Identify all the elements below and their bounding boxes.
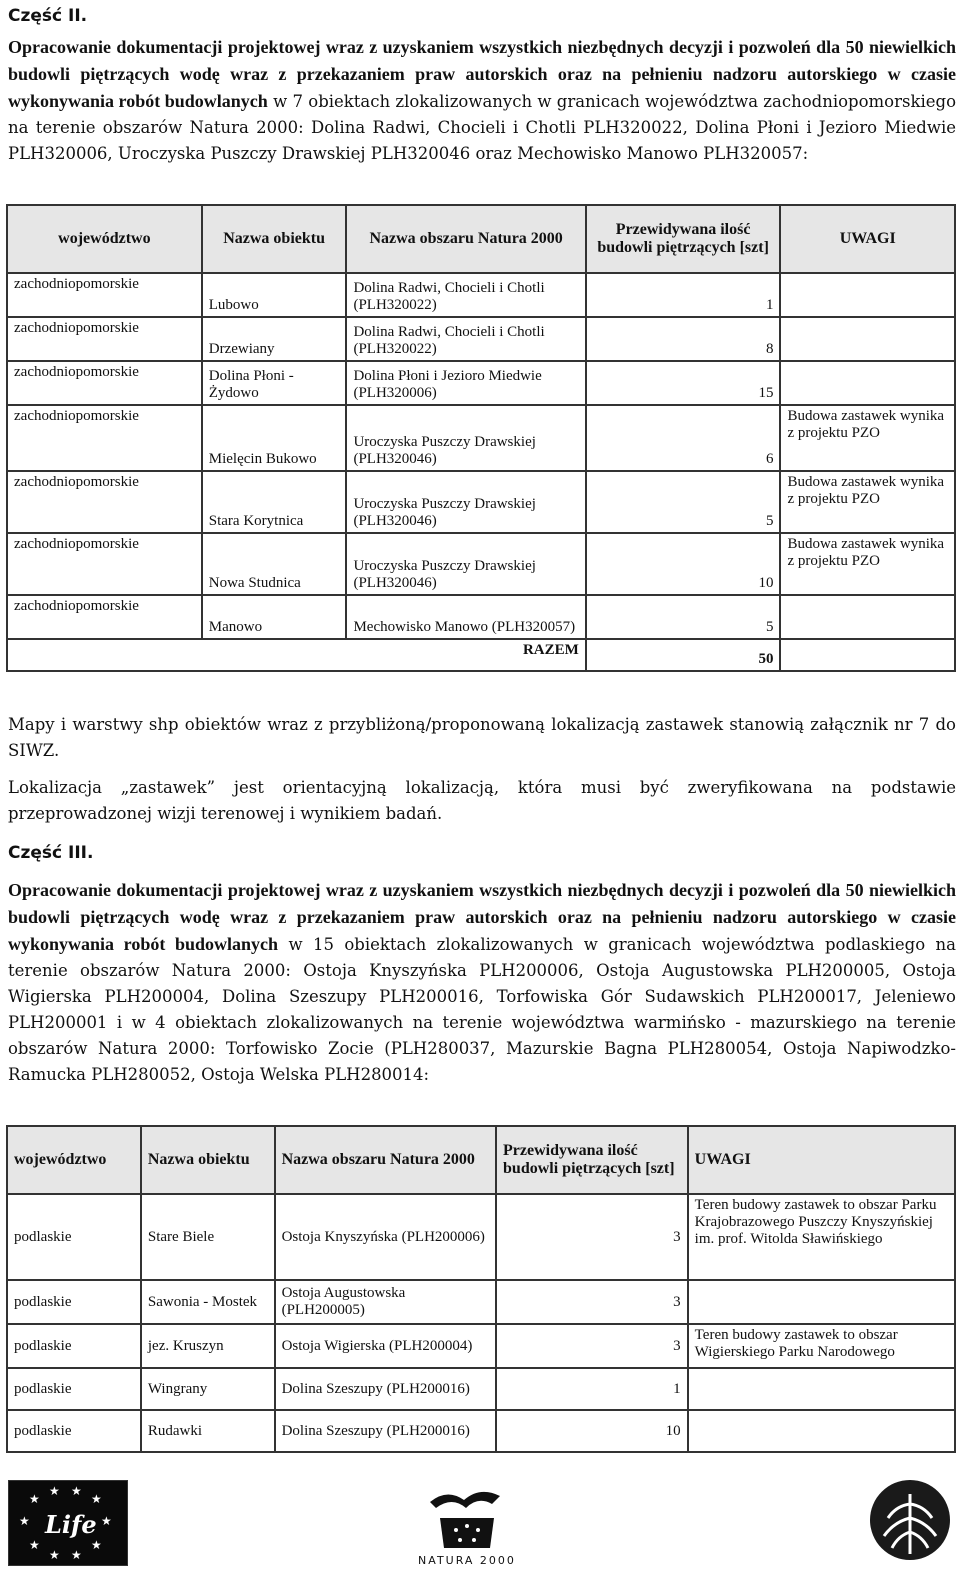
cell-nazwa-obiektu: Nowa Studnica — [202, 533, 347, 595]
table-row — [7, 317, 955, 361]
cell-wojewodztwo: podlaskie — [7, 1194, 141, 1280]
natura-text: NATURA 2000 — [418, 1554, 516, 1567]
cell-nazwa-obszaru: Ostoja Augustowska (PLH200005) — [275, 1280, 496, 1324]
cell-uwagi: Teren budowy zastawek to obszar Parku Krajobrazowego Puszczy Knyszyńskiej im. prof. Witolda Sławińskiego — [688, 1194, 955, 1280]
part3-intro-bold: Opracowanie dokumentacji projektowej wraz z uzyskaniem wszystkich niezbędnych decyzji i pozwoleń dla 50 niewielkich budowli piętrzących wodę wraz z przekazaniem praw autorskich oraz na pełnieniu nadzoru autorskiego w czasie wykonywania robót budowlanych — [8, 880, 956, 954]
header-ilosc: Przewidywana ilość budowli piętrzących [szt] — [586, 205, 781, 273]
table-row — [7, 1410, 955, 1452]
cell-nazwa-obszaru: Uroczyska Puszczy Drawskiej (PLH320046) — [346, 405, 585, 471]
cell-nazwa-obiektu: Wingrany — [141, 1368, 275, 1410]
cell-nazwa-obszaru: Ostoja Knyszyńska (PLH200006) — [275, 1194, 496, 1280]
cell-uwagi: Budowa zastawek wynika z projektu PZO — [780, 533, 955, 595]
part2-table — [6, 204, 956, 672]
cell-nazwa-obiektu: Rudawki — [141, 1410, 275, 1452]
cell-ilosc: 1 — [496, 1368, 688, 1410]
part2-intro-rest: w 7 obiektach zlokalizowanych w granicach województwa zachodniopomorskiego na terenie obszarów Natura 2000: Dolina Radwi, Chocieli i Chotli PLH320022, Dolina Płoni i Jezioro Miedwie PLH320006, Uroczyska Puszczy Drawskiej PLH320046 oraz Mechowisko Manowo PLH320057: — [8, 92, 956, 163]
cell-nazwa-obiektu: jez. Kruszyn — [141, 1324, 275, 1368]
total-value: 50 — [586, 639, 781, 671]
total-row — [7, 639, 955, 671]
cell-wojewodztwo: podlaskie — [7, 1324, 141, 1368]
cell-nazwa-obiektu: Mielęcin Bukowo — [202, 405, 347, 471]
cell-wojewodztwo: zachodniopomorskie — [7, 317, 202, 361]
cell-wojewodztwo: podlaskie — [7, 1280, 141, 1324]
table-header-row — [7, 1126, 955, 1194]
cell-nazwa-obiektu: Lubowo — [202, 273, 347, 317]
life-text: Life — [45, 1510, 97, 1539]
table-row — [7, 595, 955, 639]
part3-intro-rest: w 15 obiektach zlokalizowanych w granicach województwa podlaskiego na terenie obszarów Natura 2000: Ostoja Knyszyńska PLH200006, Ostoja Augustowska PLH200005, Ostoja Wigierska PLH200004, Dolina Szeszupy PLH200016, Torfowiska Gór Sudawskich PLH200017, Jeleniewo PLH200001 i w 4 obiektach zlokalizowanych na terenie województwa warmińsko - mazurskiego na terenie obszarów Natura 2000: Torfowisko Zocie (PLH280037, Mazurskie Bagna PLH280054, Ostoja Napiwodzko-Ramucka PLH280052, Ostoja Welska PLH280014: — [8, 935, 956, 1084]
cell-nazwa-obiektu: Sawonia - Mostek — [141, 1280, 275, 1324]
table-row — [7, 1280, 955, 1324]
cell-nazwa-obszaru: Uroczyska Puszczy Drawskiej (PLH320046) — [346, 471, 585, 533]
svg-text:★: ★ — [29, 1538, 40, 1552]
cell-ilosc: 3 — [496, 1324, 688, 1368]
cell-ilosc: 10 — [496, 1410, 688, 1452]
part2-intro-bold: Opracowanie dokumentacji projektowej wraz z uzyskaniem wszystkich niezbędnych decyzji i pozwoleń dla 50 niewielkich budowli piętrzących wodę wraz z przekazaniem praw autorskich oraz na pełnieniu nadzoru autorskiego w czasie wykonywania robót budowlanych — [8, 37, 956, 111]
cell-nazwa-obszaru: Uroczyska Puszczy Drawskiej (PLH320046) — [346, 533, 585, 595]
svg-text:★: ★ — [91, 1538, 102, 1552]
svg-text:★: ★ — [49, 1548, 60, 1562]
table-row — [7, 471, 955, 533]
cell-uwagi — [780, 361, 955, 405]
cell-ilosc: 15 — [586, 361, 781, 405]
header-nazwa-obszaru: Nazwa obszaru Natura 2000 — [346, 205, 585, 273]
cell-uwagi: Teren budowy zastawek to obszar Wigierskiego Parku Narodowego — [688, 1324, 955, 1368]
cell-ilosc: 5 — [586, 471, 781, 533]
cell-ilosc: 10 — [586, 533, 781, 595]
header-wojewodztwo: województwo — [7, 1126, 141, 1194]
cell-nazwa-obszaru: Mechowisko Manowo (PLH320057) — [346, 595, 585, 639]
header-nazwa-obszaru: Nazwa obszaru Natura 2000 — [275, 1126, 496, 1194]
part3-table — [6, 1125, 956, 1453]
environment-agency-logo — [868, 1474, 952, 1568]
cell-uwagi — [688, 1410, 955, 1452]
cell-nazwa-obszaru: Dolina Szeszupy (PLH200016) — [275, 1410, 496, 1452]
cell-uwagi — [780, 273, 955, 317]
cell-nazwa-obszaru: Ostoja Wigierska (PLH200004) — [275, 1324, 496, 1368]
cell-ilosc: 3 — [496, 1280, 688, 1324]
cell-wojewodztwo: podlaskie — [7, 1368, 141, 1410]
table-row — [7, 533, 955, 595]
cell-wojewodztwo: zachodniopomorskie — [7, 471, 202, 533]
total-uwagi-empty — [780, 639, 955, 671]
cell-ilosc: 5 — [586, 595, 781, 639]
cell-uwagi: Budowa zastawek wynika z projektu PZO — [780, 405, 955, 471]
table-row — [7, 1324, 955, 1368]
cell-nazwa-obszaru: Dolina Radwi, Chocieli i Chotli (PLH320022) — [346, 273, 585, 317]
cell-uwagi — [688, 1368, 955, 1410]
cell-nazwa-obszaru: Dolina Płoni i Jezioro Miedwie (PLH320006) — [346, 361, 585, 405]
part2-heading: Część II. — [8, 6, 88, 26]
svg-text:★: ★ — [29, 1492, 40, 1506]
header-wojewodztwo: województwo — [7, 205, 202, 273]
svg-text:★: ★ — [71, 1548, 82, 1562]
svg-text:★: ★ — [101, 1514, 112, 1528]
part3-intro — [8, 877, 956, 1088]
birds-icon — [430, 1492, 500, 1508]
header-nazwa-obiektu: Nazwa obiektu — [141, 1126, 275, 1194]
part2-intro — [8, 34, 956, 167]
cell-uwagi — [780, 595, 955, 639]
header-nazwa-obiektu: Nazwa obiektu — [202, 205, 347, 273]
cell-nazwa-obszaru: Dolina Szeszupy (PLH200016) — [275, 1368, 496, 1410]
cell-ilosc: 6 — [586, 405, 781, 471]
cell-nazwa-obiektu: Drzewiany — [202, 317, 347, 361]
table-row — [7, 1194, 955, 1280]
cell-wojewodztwo: zachodniopomorskie — [7, 595, 202, 639]
part2-note-location: Lokalizacja „zastawek” jest orientacyjną lokalizacją, która musi być zweryfikowana na podstawie przeprowadzonej wizji terenowej i wynikiem badań. — [8, 778, 956, 823]
table-row — [7, 405, 955, 471]
header-uwagi: UWAGI — [780, 205, 955, 273]
cell-wojewodztwo: zachodniopomorskie — [7, 361, 202, 405]
table-row — [7, 361, 955, 405]
table-row — [7, 273, 955, 317]
cell-nazwa-obiektu: Stara Korytnica — [202, 471, 347, 533]
cell-ilosc: 8 — [586, 317, 781, 361]
header-uwagi: UWAGI — [688, 1126, 955, 1194]
cell-uwagi: Budowa zastawek wynika z projektu PZO — [780, 471, 955, 533]
svg-text:★: ★ — [49, 1484, 60, 1498]
cell-uwagi — [688, 1280, 955, 1324]
cell-ilosc: 3 — [496, 1194, 688, 1280]
svg-text:★: ★ — [19, 1514, 30, 1528]
table-header-row — [7, 205, 955, 273]
life-logo — [8, 1480, 128, 1566]
table-row — [7, 1368, 955, 1410]
svg-text:★: ★ — [91, 1492, 102, 1506]
cell-nazwa-obszaru: Dolina Radwi, Chocieli i Chotli (PLH320022) — [346, 317, 585, 361]
natura-2000-logo — [412, 1474, 522, 1568]
header-ilosc: Przewidywana ilość budowli piętrzących [szt] — [496, 1126, 688, 1194]
cell-nazwa-obiektu: Dolina Płoni - Żydowo — [202, 361, 347, 405]
cell-nazwa-obiektu: Manowo — [202, 595, 347, 639]
cell-uwagi — [780, 317, 955, 361]
cell-nazwa-obiektu: Stare Biele — [141, 1194, 275, 1280]
part2-note-maps: Mapy i warstwy shp obiektów wraz z przybliżoną/proponowaną lokalizacją zastawek stanowią załącznik nr 7 do SIWZ. — [8, 715, 956, 760]
total-label: RAZEM — [7, 639, 586, 671]
cell-wojewodztwo: zachodniopomorskie — [7, 533, 202, 595]
cell-wojewodztwo: zachodniopomorskie — [7, 273, 202, 317]
cell-wojewodztwo: zachodniopomorskie — [7, 405, 202, 471]
cell-ilosc: 1 — [586, 273, 781, 317]
cell-wojewodztwo: podlaskie — [7, 1410, 141, 1452]
svg-text:★: ★ — [71, 1484, 82, 1498]
part3-heading: Część III. — [8, 843, 94, 863]
